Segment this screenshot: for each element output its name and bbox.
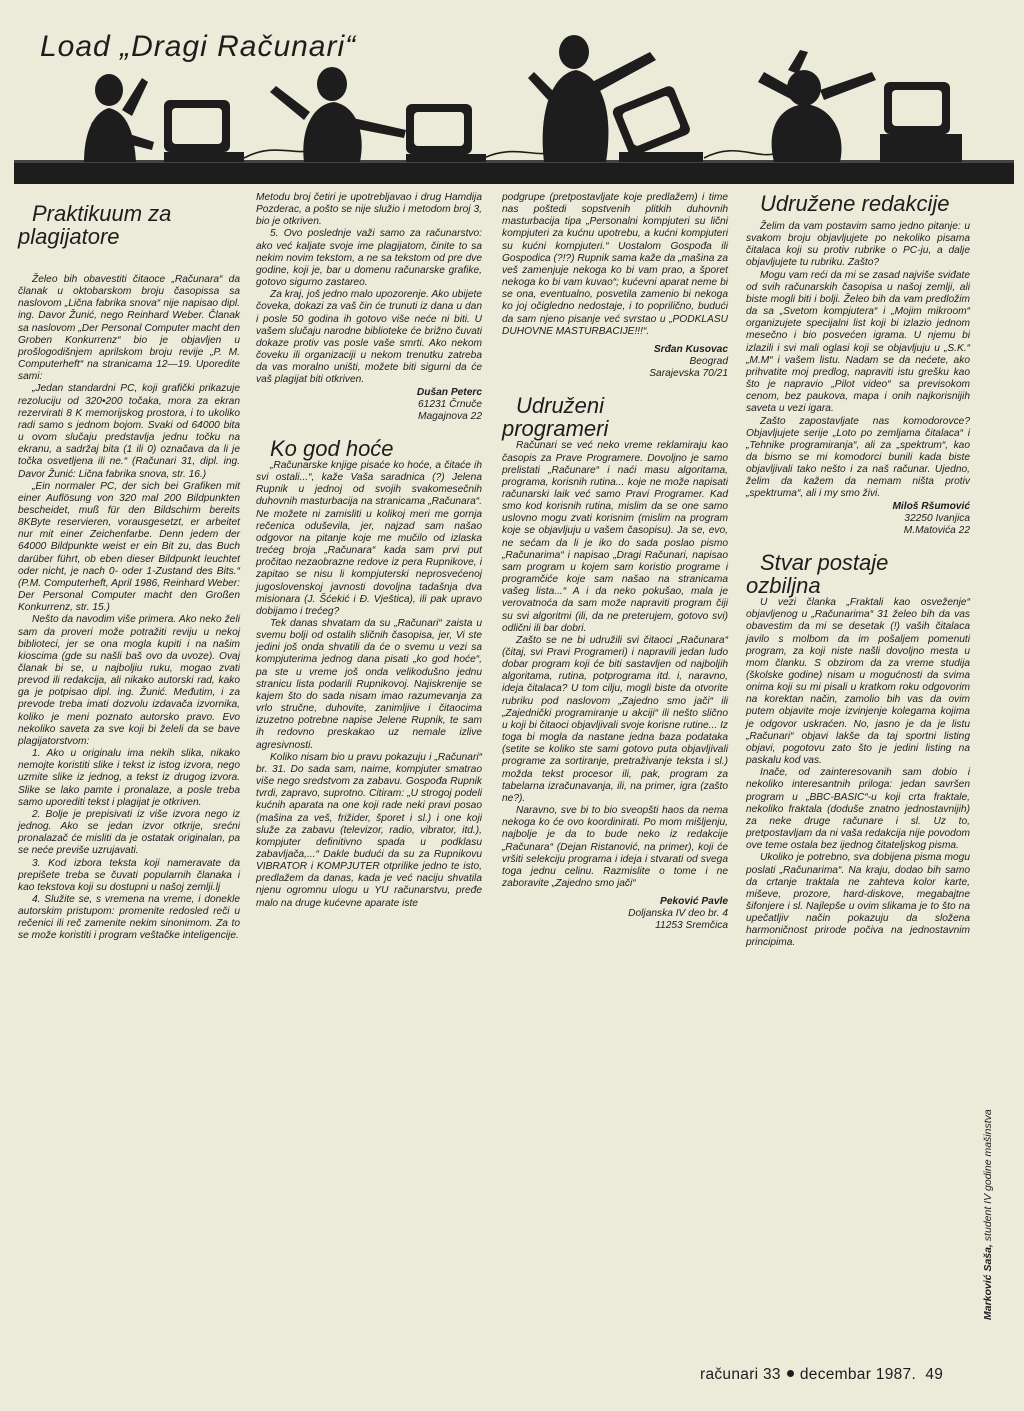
- author-role: student IV godine mašinstva: [982, 1109, 994, 1242]
- paragraph: podgrupe (pretpostavljate koje predlažem) i time nas poštedi sopstvenih plitkih duhovnih masturbacija tipa „Personalni kompjuteri su lični kompjuteri za kućnu upotrebu, a kućni kompjuteri su kućni kompjuteri.“ Uostalom Gospođa ili Gospodica (?!?) Rupnik sama kaže da „mašina za veš zamenjuje nekoga ko bi vam prao, a šporet nekoga ko bi vam kuvao“; kućevni aparat neme bi se ona, eventualno, posvetila zamenio bi nekoga ko joj očigledno nedostaje, i to popriličnо, budući da sam njeno pisanje već svrstao u „PODKLASU DUHOVNE MASTURBACIJE!!!“.: [502, 192, 728, 337]
- paragraph: „Jedan standardni PC, koji grafički prikazuje rezoluciju od 320•200 točaka, mora za ekran rezervirati 8 K memorijskog prostora, i to ukoliko radi samo s jednom bojom. Svaki od 64000 bita u ovom slučaju predstavlja jednu točku na ekranu, a sadržaj bita (1 ili 0) označava da li je točka osvetljena ili ne.“ (Računari 31, dipl. ing. Davor Žunić: Lična fabrika snova, str. 16.): [18, 383, 240, 480]
- paragraph: Koliko nisam bio u pravu pokazuju i „Računari“ br. 31. Do sada sam, naime, kompjuter smatrao više nego sredstvom za zabavu. Gospođa Rupnik tvrdi, zapravo, suprotno. Citiram: „U strogoj podeli kućnih aparata na one koji rade neki pravi posao (mašina za veš, frižider, šporet i sl.) i one koji služe za zabavu (televizor, radio, vibrator, itd.), kompjuter definitivno spada u podklasu zabavljača,...“ Dakle budući da su za Rupnikovu VIBRATOR i KOMPJUTER otprilike jedno te isto, predlažem da danas, kada je već naciju shvatila njenu ogromnu ulogu u YU računarstvu, pređe malo na druge kućevne aparate iste: [256, 751, 482, 909]
- signature-name: Miloš Ršumović: [892, 500, 970, 512]
- signature-address: M.Matovića 22: [903, 524, 970, 536]
- paragraph: Mogu vam reći da mi se zasad najviše sviđate od svih računarskih časopisa u našoj zemlji, ali biste mogli biti i bolji. Želeo bih da vam predložim da sa „Svetom kompjutera“ i „Mojim mikroom“ organizujete specijalni list koji bi izlazio jednom mesečno i bio posvećen igrama. U njemu bi izlazili i svi mali oglasi koji se objavljuju u „S.K.“ „M.M“ i vašem listu. Nadam se da nećete, ako prihvatite moj predlog, napraviti istu grešku kao što je napravio „Pilot video“ sa previsokom cenom, bez paukova, mapa i onih najkorisnijih saveta u vezi igara.: [746, 269, 970, 415]
- paragraph: Želeo bih obavestiti čitaoce „Računara“ da članak u oktobarskom broju časopissa sa naslovom „Lična fabrika snova“ nije napisao dipl. ing. Davor Žunić, nego Reinhard Weber. Članak sa naslovom „Der Personal Computer macht den Groben Konkurrenz“ bio je objavljen u prošlogodišnjem aprilskom broju revije „P. M. Computerheft“ na stranicama 12—19. Uporedite sami:: [18, 274, 240, 383]
- article-headline-udruzeni-programeri: Udruženi programeri: [502, 393, 609, 442]
- signature-name: Peković Pavle: [660, 896, 728, 908]
- paragraph: Zašto zapostavljate nas komodorovce? Objavljujete serije „Loto po zemljama čitalaca“ i „Tehnike programiranja“, ali za „spektrum“, kao da bismo se mi komodorci bunili kada biste objavljivali tako nešto i za naš računar. Ujedno, želim da kažem da nemam ništa protiv „spektruma“, ali i my smo živi.: [746, 415, 970, 500]
- article-headline-praktikuum: Praktikuum za plagijatore: [18, 201, 172, 249]
- paragraph: Računari se već neko vreme reklamiraju kao časopis za Prave Programere. Dovoljno je samo prelistati „Računare“ i naći masu algoritama, programa, korisnih rutina... koje ne može napisati računarski laik već samo Pravi Programer. Kad smo kod korisnih rutina, mislim da se one samo uslovno mogu zvati korisnim (mislim na program koje se objavljuju u vašem časopisu). Ja se, evo, ne sećam da li je iko do sada poslao pismo „Računarima“ i napisao „Dragi Računari, napisao sam program u kojem sam koristio programe i programčiće koje sam našao na stranicama vašeg lista...“ A i da neko pokušao, mala je verovatnoća da sam može napraviti program čiji su svi algoritmi (ili, da ne preterujem, gotovo svi) odlični ili bar dobri.: [502, 440, 728, 634]
- signature-address: 32250 Ivanjica: [904, 512, 970, 524]
- signature-address: Magajnova 22: [417, 410, 482, 422]
- signature-name: Dušan Peterc: [416, 386, 482, 398]
- paragraph: Nešto da navodim više primera. Ako neko želi sam da proveri može potražiti reviju u nekoj biblioteci, jer se ona mogla kupiti i na našim kioscima (gde su našli baš ovo da uvoze). Ovaj članak bi se, u najboljiu ruku, mogao zvati prevod ili redakcija, ali nikako autorski rad, kako ga je potpisao dipl. ing. Žunić. Međutim, i za prevode treba imati dozvolu izdavača izvornika, koliko je meni poznato autorsko pravo. Evo nekoliko saveta za sve koji bi želeli da se bave plagijatorstvom:: [18, 614, 240, 747]
- paragraph: 4. Služite se, s vremena na vreme, i donekle autorskim pristupom: promenite redosled reči u rečenici ili reč zamenite nekim sinonimom. Za to se može koristiti i program veštačke inteligencije.: [18, 893, 240, 942]
- page-number: 49: [925, 1366, 944, 1383]
- signature-address: Doljanska IV deo br. 4: [628, 908, 728, 920]
- paragraph: Zašto se ne bi udružili svi čitaoci „Računara“ (čitaj, svi Pravi Programeri) i napravili jedan ludo dobar program koji će biti sastavljen od najboljih algoritama, rutina, potprograma itd. i, naravno, ideja čitalaca? U tom cilju, mogli biste da otvorite rubriku pod naslovom „Zajedno smo jači“ ili „Zajednički programiranje u akciji“ ili nešto slično u koji bi čitaoci objavljivali svoje korisne rutine... Iz toga bi mogla da nastane jedna baza podataka (setite se koliko ste sami gotovo puta objavljivali programe za sortiranje, pretraživanje teksta i sl.) možda tekst procesor ili, pak, program za tabelarna izračunavanja, ili, na primer, igra (zašto ne?).: [502, 634, 728, 804]
- page-footer: [700, 1366, 943, 1384]
- author-name: Marković Saša,: [982, 1244, 994, 1320]
- paragraph: 2. Bolje je prepisivati iz više izvora nego iz jednog. Ako se jedan izvor otkrije, srećni pronalazač će misliti da je ostatak originalan, pa se neće previše uzrujavati.: [18, 808, 240, 857]
- signature-address: 11253 Sremčica: [655, 920, 728, 932]
- column-1: [18, 192, 240, 943]
- paragraph: Naravno, sve bi to bio sveopšti haos da nema nekoga ko će ovo koordinirati. Po mom mišljenju, najbolje je da to bude neko iz redakcije „Računara“ (Dejan Ristanović, na primer), koji će vršiti selekciju programa i ideja i stvarati od svega toga jednu celinu. Razmislite o tome i ne zaboravite „Zajedno smo jači“: [502, 805, 728, 889]
- paragraph: „Računarske knjige pisaće ko hoće, a čitaće ih svi ostali...“, kaže Vaša saradnica (?) Jelena Rupnik u jednoj od svojih svakomesečnih duhovnih masturbacija na stranicama „Računara“. Ne možete ni zamisliti u kolikoj meri me gornja rečenica oduševila, jer, najzad sam našao odgovor na pitanje koje me mučilo od izlaska trećeg broja „Računara“ kada sam prvi put pročitao nezaobrazne redove iz pera Rupnikove, i zapitao se nisu li kompjuterski neprosvećenoj jugoslovenskoj javnosti dovoljna tadašnja dva misionara (J. Šćekić i Đ. Vještica), ili pak upravo dobijamo i trećeg?: [256, 459, 482, 617]
- issue-date: decembar 1987.: [799, 1366, 917, 1383]
- article-headline-stvar-postaje-ozbiljna: Stvar postaje ozbiljna: [746, 550, 889, 599]
- paragraph: Tek danas shvatam da su „Računari“ zaista u svemu bolji od ostalih sličnih časopisa, jer, Vi ste jedini još onda shvatili da će o svemu u vezi sa kompjuterima jednog dana pisati „ko god hoće“, pa ste u vreme još onda velikodušno jednu stranicu lista podarili Rupnikovoj. Najiskrenije se kajem što do sada nisam imao razumevanja za vrlo stručne, duhovite, zanimljive i čitaocima izuzetno potrebne napise Jelene Rupnik, te sam ih redovno preskakao uz nemale izlive agresivnosti.: [256, 618, 482, 751]
- signature-address: Sarajevska 70/21: [649, 368, 728, 380]
- author-credit-vertical: [982, 1109, 994, 1320]
- header-illustration: [14, 12, 1014, 184]
- article-headline-ko-god-hoce: Ko god hoće: [270, 435, 394, 461]
- paragraph: 3. Kod izbora teksta koji namеravate da prepišete treba se čuvati popularnih članaka i kao tekstova koji su dostupni u našoj zemlji.lj: [18, 857, 240, 893]
- paragraph: U vezi članka „Fraktali kao osveženje“ objavljenog u „Računarima“ 31 želeo bih da vas obavestim da mi se desetak (!) vaših čitalaca javilo s molbom da im pošaljem pomenuti program, za koji niste našli dovoljno mesta u mom članku. S obzirom da za vreme studija (školske godine) nisam u mogućnosti da svima onima koji su mi pisali u kratkom roku odgovorim na korektan način, zamolio bih vas da ovim putem objavite moje izvinjenje kolegama kojima je odgovor uskraćen. No, jasno je da je listu „Računari“ objavi lakše da taj sportni listing objavi, pogotovu zato što je jedini listing na paskalu kod vas.: [746, 597, 970, 767]
- paragraph: „Ein normaler PC, der sich bei Grafiken mit einer Auflösung von 320 mal 200 Bildpunkten bescheidet, muß für den Bildschirm bereits 8KByte reservieren, vorausgesetzt, er arbeitet nur mit einer Zeichenfarbe. Denn jedem der 64000 Bildpunkte weist er ein Bit zu, das Buch darüber führt, ob eben dieser Bildpunkt leuchtet oder nicht, je nach 0- oder 1-Zustand des Bits.“ (P.M. Computerheft, April 1986, Reinhard Weber: Der Personal Computer macht den Großen Konkurrenz, str. 15.): [18, 480, 240, 614]
- paragraph: Ukoliko je potrebno, sva dobijena pisma mogu poslati „Računarima“. Na kraju, dodao bih samo da crtanje traktala ne zahteva kolor karte, miševe, prozore, hard-diskove, megabajtne šifonjere i sl. Najlepše u ovim slikama je to što na upečatljiv način pokazuju da složena harmoničnost prirode počiva na jednostavnim principima.: [746, 852, 970, 949]
- article-headline-udruzene-redakcije: Udružene redakcije: [760, 191, 950, 216]
- section-title: Load „Dragi Računari“: [40, 30, 357, 63]
- magazine-issue: računari 33: [700, 1366, 781, 1383]
- paragraph: 5. Ovo poslednje važi samo za računarstvo: ako već kaljate svoje ime plagijatom, činite to sa nekim novim tekstom, a ne sa tekstom od pre dve godine, koji je, bar u domenu računarske grafike, gotovo sigurno zastareo.: [256, 228, 482, 289]
- paragraph: 1. Ako u originalu ima nekih slika, nikako nemojte koristiti slike i tekst iz istog izvora, nego uzmite slike iz jednog, a tekst iz drugog izvora. Slike se lako pamte i pronalaze, a posle treba samo uporediti tekst i plagijat je otkriven.: [18, 748, 240, 808]
- column-4: [746, 192, 970, 950]
- paragraph: Metodu broj četiri je upotrebljavao i drug Hamdija Pozderac, a pošto se nije služio i metodom broj 3, bio je otkriven.: [256, 192, 482, 228]
- signature-name: Srđan Kusovac: [653, 343, 728, 355]
- column-2: [256, 192, 482, 910]
- column-3: [502, 192, 728, 933]
- bullet-icon: [787, 1370, 794, 1377]
- paragraph: Želim da vam postavim samo jedno pitanje: u svakom broju objavljujete po nekoliko pisama čitalaca koji su protiv rubrike o PC-ju, a dalje objavljujete tu rubriku. Zašto?: [746, 221, 970, 269]
- signature-address: Beograd: [689, 356, 728, 368]
- signature-address: 61231 Črnuče: [417, 398, 482, 410]
- paragraph: Za kraj, još jedno malo upozorenje. Ako ubijete čoveka, dokazi za vaš čin će trunuti iz dana u dan i posle 50 godina ih gotovo više neće ni biti. U vašem slučaju narodne biblioteke će brižno čuvati dokaze protiv vas posle vaše smrti. Ako nekom čoveku ili organizaciji u nekom trenutku zatreba da vas moralno uništi, možete biti sigurni da će vaš plagijat biti otkriven.: [256, 289, 482, 386]
- paragraph: Inače, od zainteresovanih sam dobio i nekoliko interesantnih priloga: jedan savršen program u „BBC-BASIC“-u koji crta fraktale, nekoliko fraktala (doduše znatno jednostavnijih) za neke druge računare i sl. Uz to, pretpostavljam da ni vaša redakcija nije povodom ove teme ostala bez ijednog čitateljskog pisma.: [746, 767, 970, 852]
